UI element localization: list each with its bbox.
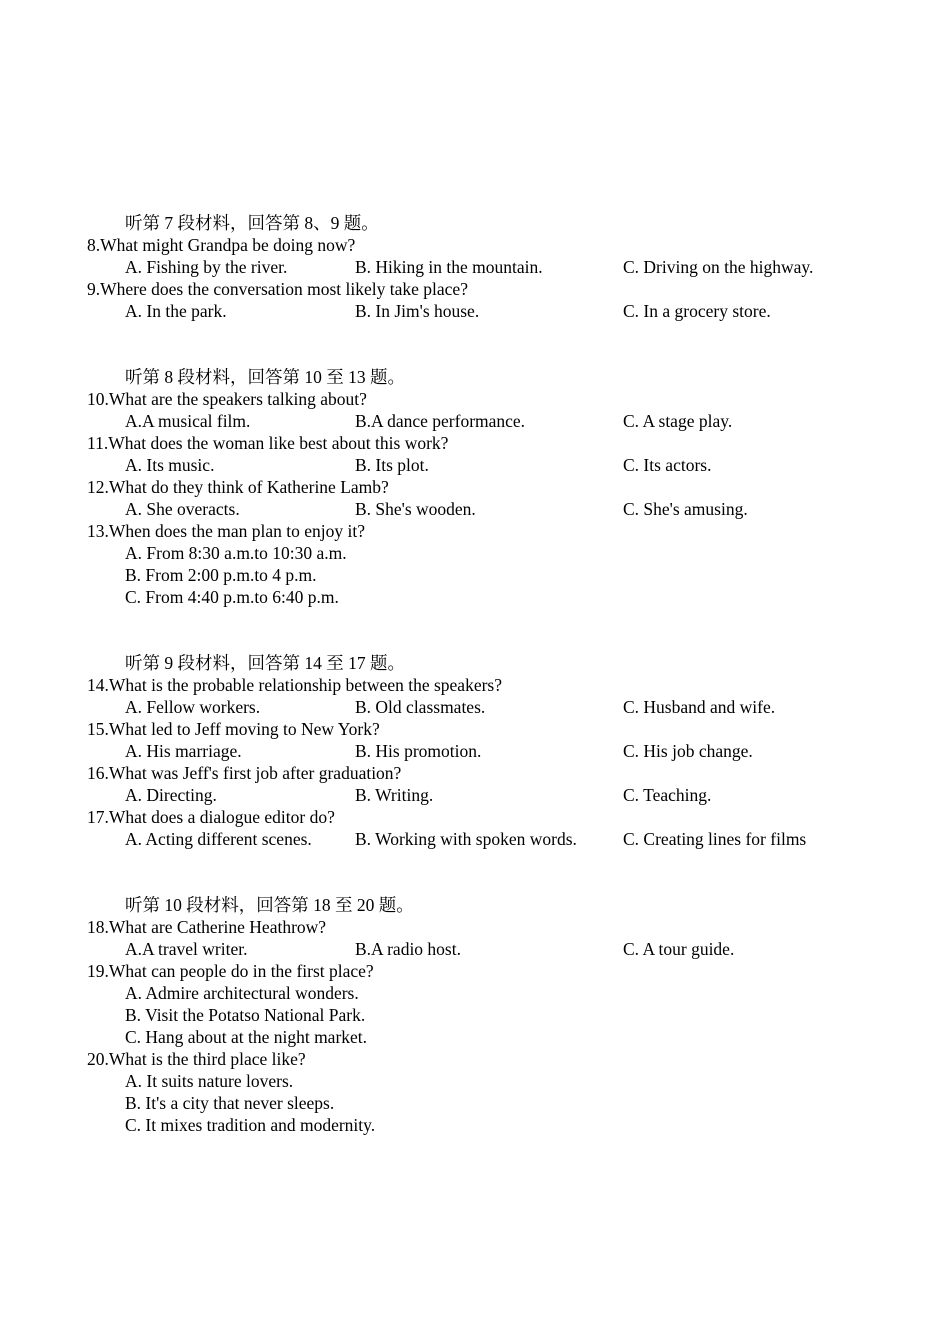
option-b: B. In Jim's house. <box>355 301 480 321</box>
section-title: 听第 9 段材料，回答第 14 至 17 题。 <box>125 653 405 673</box>
section-title: 听第 7 段材料，回答第 8、9 题。 <box>125 213 379 233</box>
option-a: A. Directing. <box>125 785 217 805</box>
option-b: B. She's wooden. <box>355 499 476 519</box>
option-c: C. Hang about at the night market. <box>125 1027 368 1047</box>
option-c: C. Teaching. <box>623 785 712 805</box>
section-title: 听第 8 段材料，回答第 10 至 13 题。 <box>125 367 405 387</box>
options-row <box>87 498 887 520</box>
options-row <box>87 410 887 432</box>
option-b: B.A dance performance. <box>355 411 526 431</box>
question-stem: 14.What is the probable relationship between the speakers? <box>87 675 502 695</box>
question-stem: 10.What are the speakers talking about? <box>87 389 367 409</box>
option-c: C. A tour guide. <box>623 939 735 959</box>
option-a: A.A musical film. <box>125 411 251 431</box>
option-a: A. Fellow workers. <box>125 697 261 717</box>
section-title: 听第 10 段材料，回答第 18 至 20 题。 <box>125 895 414 915</box>
option-c: C. Husband and wife. <box>623 697 776 717</box>
question-stem: 16.What was Jeff's first job after graduation? <box>87 763 402 783</box>
option-b: B.A radio host. <box>355 939 461 959</box>
option-c: C. Creating lines for films <box>623 829 807 849</box>
listening-questions <box>87 212 887 1136</box>
options-row <box>87 300 887 322</box>
option-c: C. Its actors. <box>623 455 712 475</box>
option-c: C. Driving on the highway. <box>623 257 814 277</box>
option-c: C. It mixes tradition and modernity. <box>125 1115 376 1135</box>
option-b: B. Old classmates. <box>355 697 486 717</box>
options-row <box>87 454 887 476</box>
options-row <box>87 828 887 850</box>
question-stem: 9.Where does the conversation most likely take place? <box>87 279 468 299</box>
question-stem: 18.What are Catherine Heathrow? <box>87 917 327 937</box>
options-row <box>87 696 887 718</box>
question-stem: 15.What led to Jeff moving to New York? <box>87 719 380 739</box>
option-a: A. Admire architectural wonders. <box>125 983 359 1003</box>
option-a: A. Its music. <box>125 455 215 475</box>
section-2 <box>87 366 887 608</box>
question-stem: 17.What does a dialogue editor do? <box>87 807 335 827</box>
option-c: C. A stage play. <box>623 411 733 431</box>
option-a: A. In the park. <box>125 301 227 321</box>
option-c: C. She's amusing. <box>623 499 748 519</box>
question-stem: 12.What do they think of Katherine Lamb? <box>87 477 389 497</box>
question-stem: 11.What does the woman like best about this work? <box>87 433 449 453</box>
option-b: B. Hiking in the mountain. <box>355 257 543 277</box>
question-stem: 8.What might Grandpa be doing now? <box>87 235 356 255</box>
section-1 <box>87 212 887 322</box>
option-b: B. It's a city that never sleeps. <box>125 1093 335 1113</box>
option-b: B. Its plot. <box>355 455 429 475</box>
option-b: B. Working with spoken words. <box>355 829 577 849</box>
option-b: B. His promotion. <box>355 741 482 761</box>
option-a: A. Acting different scenes. <box>125 829 312 849</box>
options-row <box>87 938 887 960</box>
option-a: A.A travel writer. <box>125 939 248 959</box>
option-a: A. It suits nature lovers. <box>125 1071 294 1091</box>
question-stem: 13.When does the man plan to enjoy it? <box>87 521 365 541</box>
options-row <box>87 256 887 278</box>
options-row <box>87 740 887 762</box>
option-c: C. In a grocery store. <box>623 301 771 321</box>
option-a: A. She overacts. <box>125 499 240 519</box>
question-stem: 19.What can people do in the first place? <box>87 961 374 981</box>
section-3 <box>87 652 887 850</box>
options-row <box>87 784 887 806</box>
option-a: A. His marriage. <box>125 741 242 761</box>
option-c: C. His job change. <box>623 741 753 761</box>
option-b: B. Visit the Potatso National Park. <box>125 1005 366 1025</box>
section-4 <box>87 894 887 1136</box>
option-a: A. Fishing by the river. <box>125 257 288 277</box>
option-b: B. From 2:00 p.m.to 4 p.m. <box>125 565 317 585</box>
option-a: A. From 8:30 a.m.to 10:30 a.m. <box>125 543 347 563</box>
option-c: C. From 4:40 p.m.to 6:40 p.m. <box>125 587 339 607</box>
question-stem: 20.What is the third place like? <box>87 1049 306 1069</box>
option-b: B. Writing. <box>355 785 434 805</box>
